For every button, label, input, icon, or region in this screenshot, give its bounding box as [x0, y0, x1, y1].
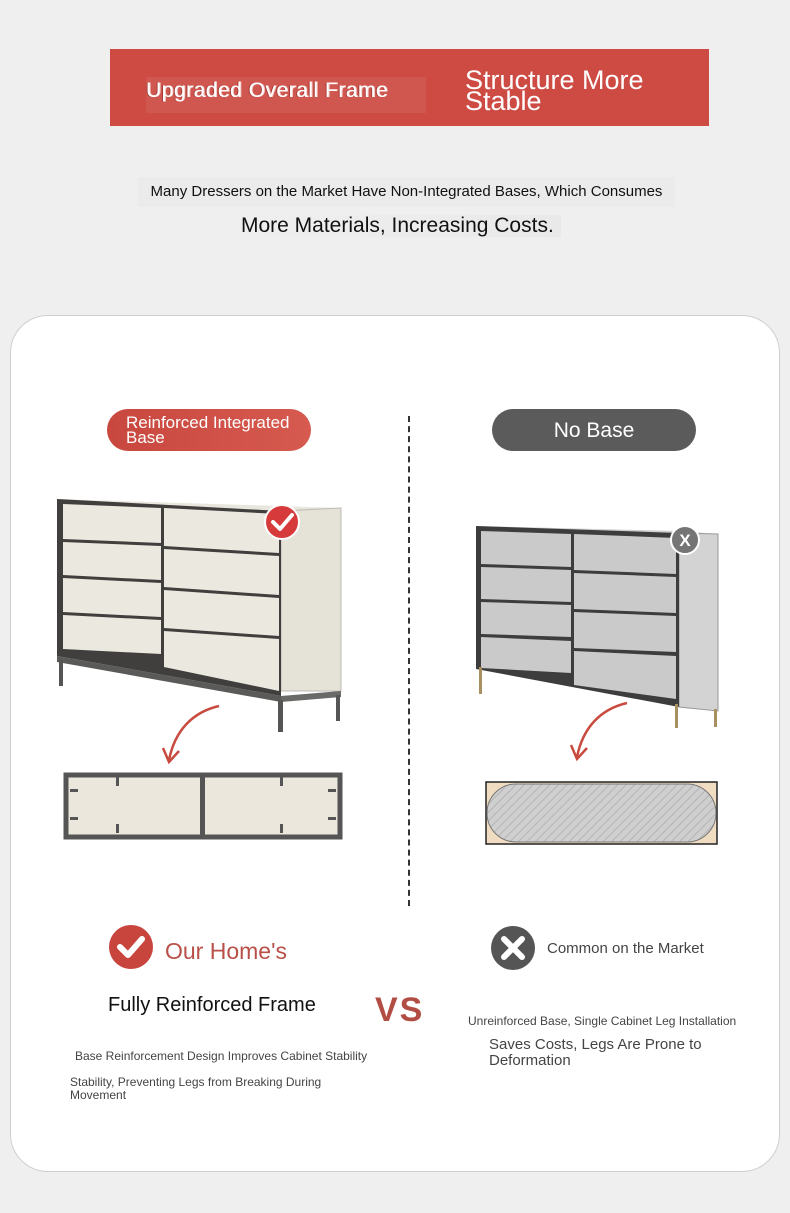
- arrow-curve-icon: [161, 704, 221, 766]
- ours-label: Our Home's: [165, 938, 287, 964]
- ours-detail-2: Stability, Preventing Legs from Breaking During Movement: [70, 1075, 322, 1102]
- ours-detail-1: Base Reinforcement Design Improves Cabinet Stability: [75, 1049, 368, 1063]
- market-label: Common on the Market: [547, 940, 704, 957]
- integrated-base-frame: [64, 773, 342, 840]
- comparison-card: [10, 315, 780, 1172]
- check-circle-icon: [108, 924, 154, 970]
- no-base-panel: [485, 781, 718, 845]
- banner-right-text: Structure More Stable: [465, 65, 644, 116]
- market-detail-2: Saves Costs, Legs Are Prone to Deformation: [489, 1036, 702, 1069]
- intro-line-1: Many Dressers on the Market Have Non-Integrated Bases, Which Consumes: [138, 177, 675, 207]
- x-circle-icon: [490, 925, 536, 971]
- banner-left-text: Upgraded Overall Frame: [146, 77, 426, 113]
- dashed-divider: [408, 416, 410, 906]
- market-pill: [492, 409, 696, 451]
- market-detail-1: Unreinforced Base, Single Cabinet Leg Installation: [468, 1014, 737, 1028]
- arrow-curve-icon: [569, 701, 629, 763]
- market-pill-label: No Base: [553, 419, 635, 442]
- check-badge-icon: [265, 505, 299, 539]
- intro-line-2: More Materials, Increasing Costs.: [241, 215, 561, 237]
- ours-pill: [107, 409, 311, 451]
- no-base-dresser-illustration: [473, 521, 723, 731]
- ours-pill-label: Reinforced Integrated Base: [126, 413, 290, 447]
- vs-label: VS: [375, 991, 425, 1029]
- top-banner: [110, 49, 709, 126]
- x-badge-label: X: [679, 531, 691, 550]
- integrated-dresser-illustration: [51, 491, 351, 736]
- ours-headline: Fully Reinforced Frame: [108, 994, 316, 1016]
